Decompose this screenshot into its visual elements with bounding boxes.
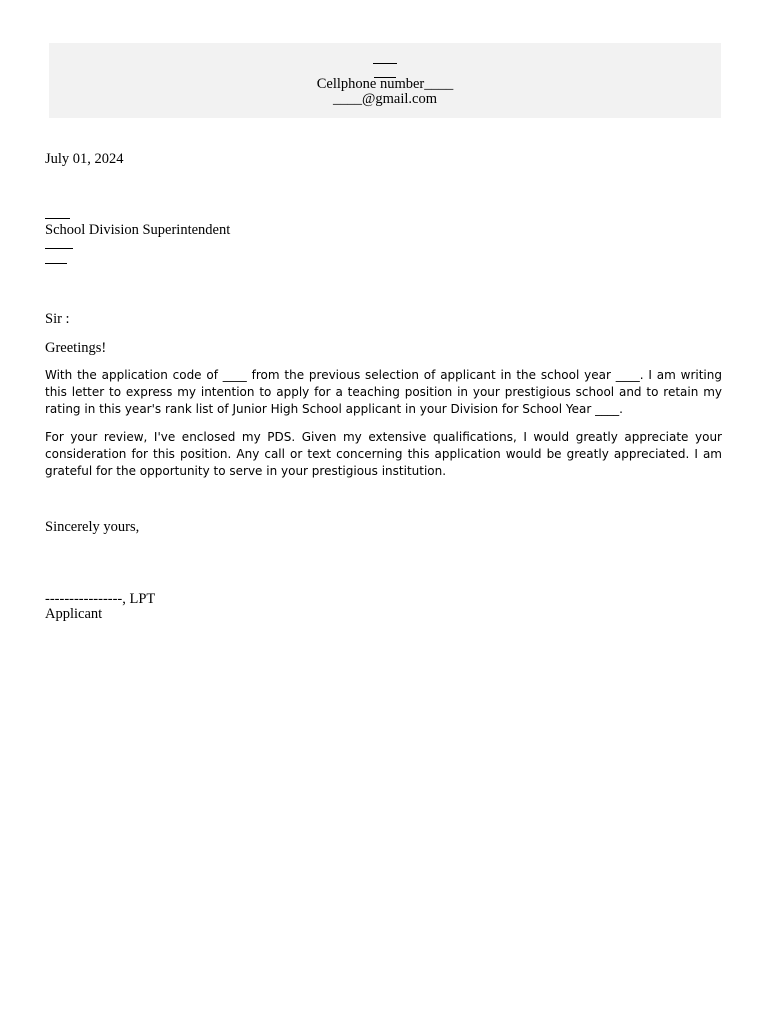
signature-role: Applicant (45, 606, 103, 622)
letter-date: July 01, 2024 (45, 151, 124, 167)
closing: Sincerely yours, (45, 519, 140, 535)
recipient-address-blank (45, 263, 67, 264)
greeting: Greetings! (45, 340, 107, 356)
signature-name: ----------------, LPT (45, 591, 156, 607)
letterhead (49, 43, 721, 118)
recipient-name-blank (45, 218, 70, 219)
header-cellphone: Cellphone number____ (316, 76, 454, 92)
salutation: Sir : (45, 311, 70, 327)
body-paragraph-1: With the application code of ____ from the previous selection of applicant in the school year ____. I am writing this letter to express my intention to apply for a teaching position in your prestigious school and to retain my rating in this year's rank list of Junior High School applicant in your Division for School Year ____. (45, 368, 722, 416)
name-blank-line (49, 51, 721, 63)
recipient-office-blank (45, 248, 73, 249)
body-paragraph-2: For your review, I've enclosed my PDS. Given my extensive qualifications, I would greatly appreciate your consideration for this position. Any call or text concerning this application would be greatly appreciated. I am grateful for the opportunity to serve in your prestigious institution. (45, 430, 722, 478)
header-email: ____@gmail.com (333, 91, 437, 107)
recipient-title: School Division Superintendent (45, 222, 231, 238)
